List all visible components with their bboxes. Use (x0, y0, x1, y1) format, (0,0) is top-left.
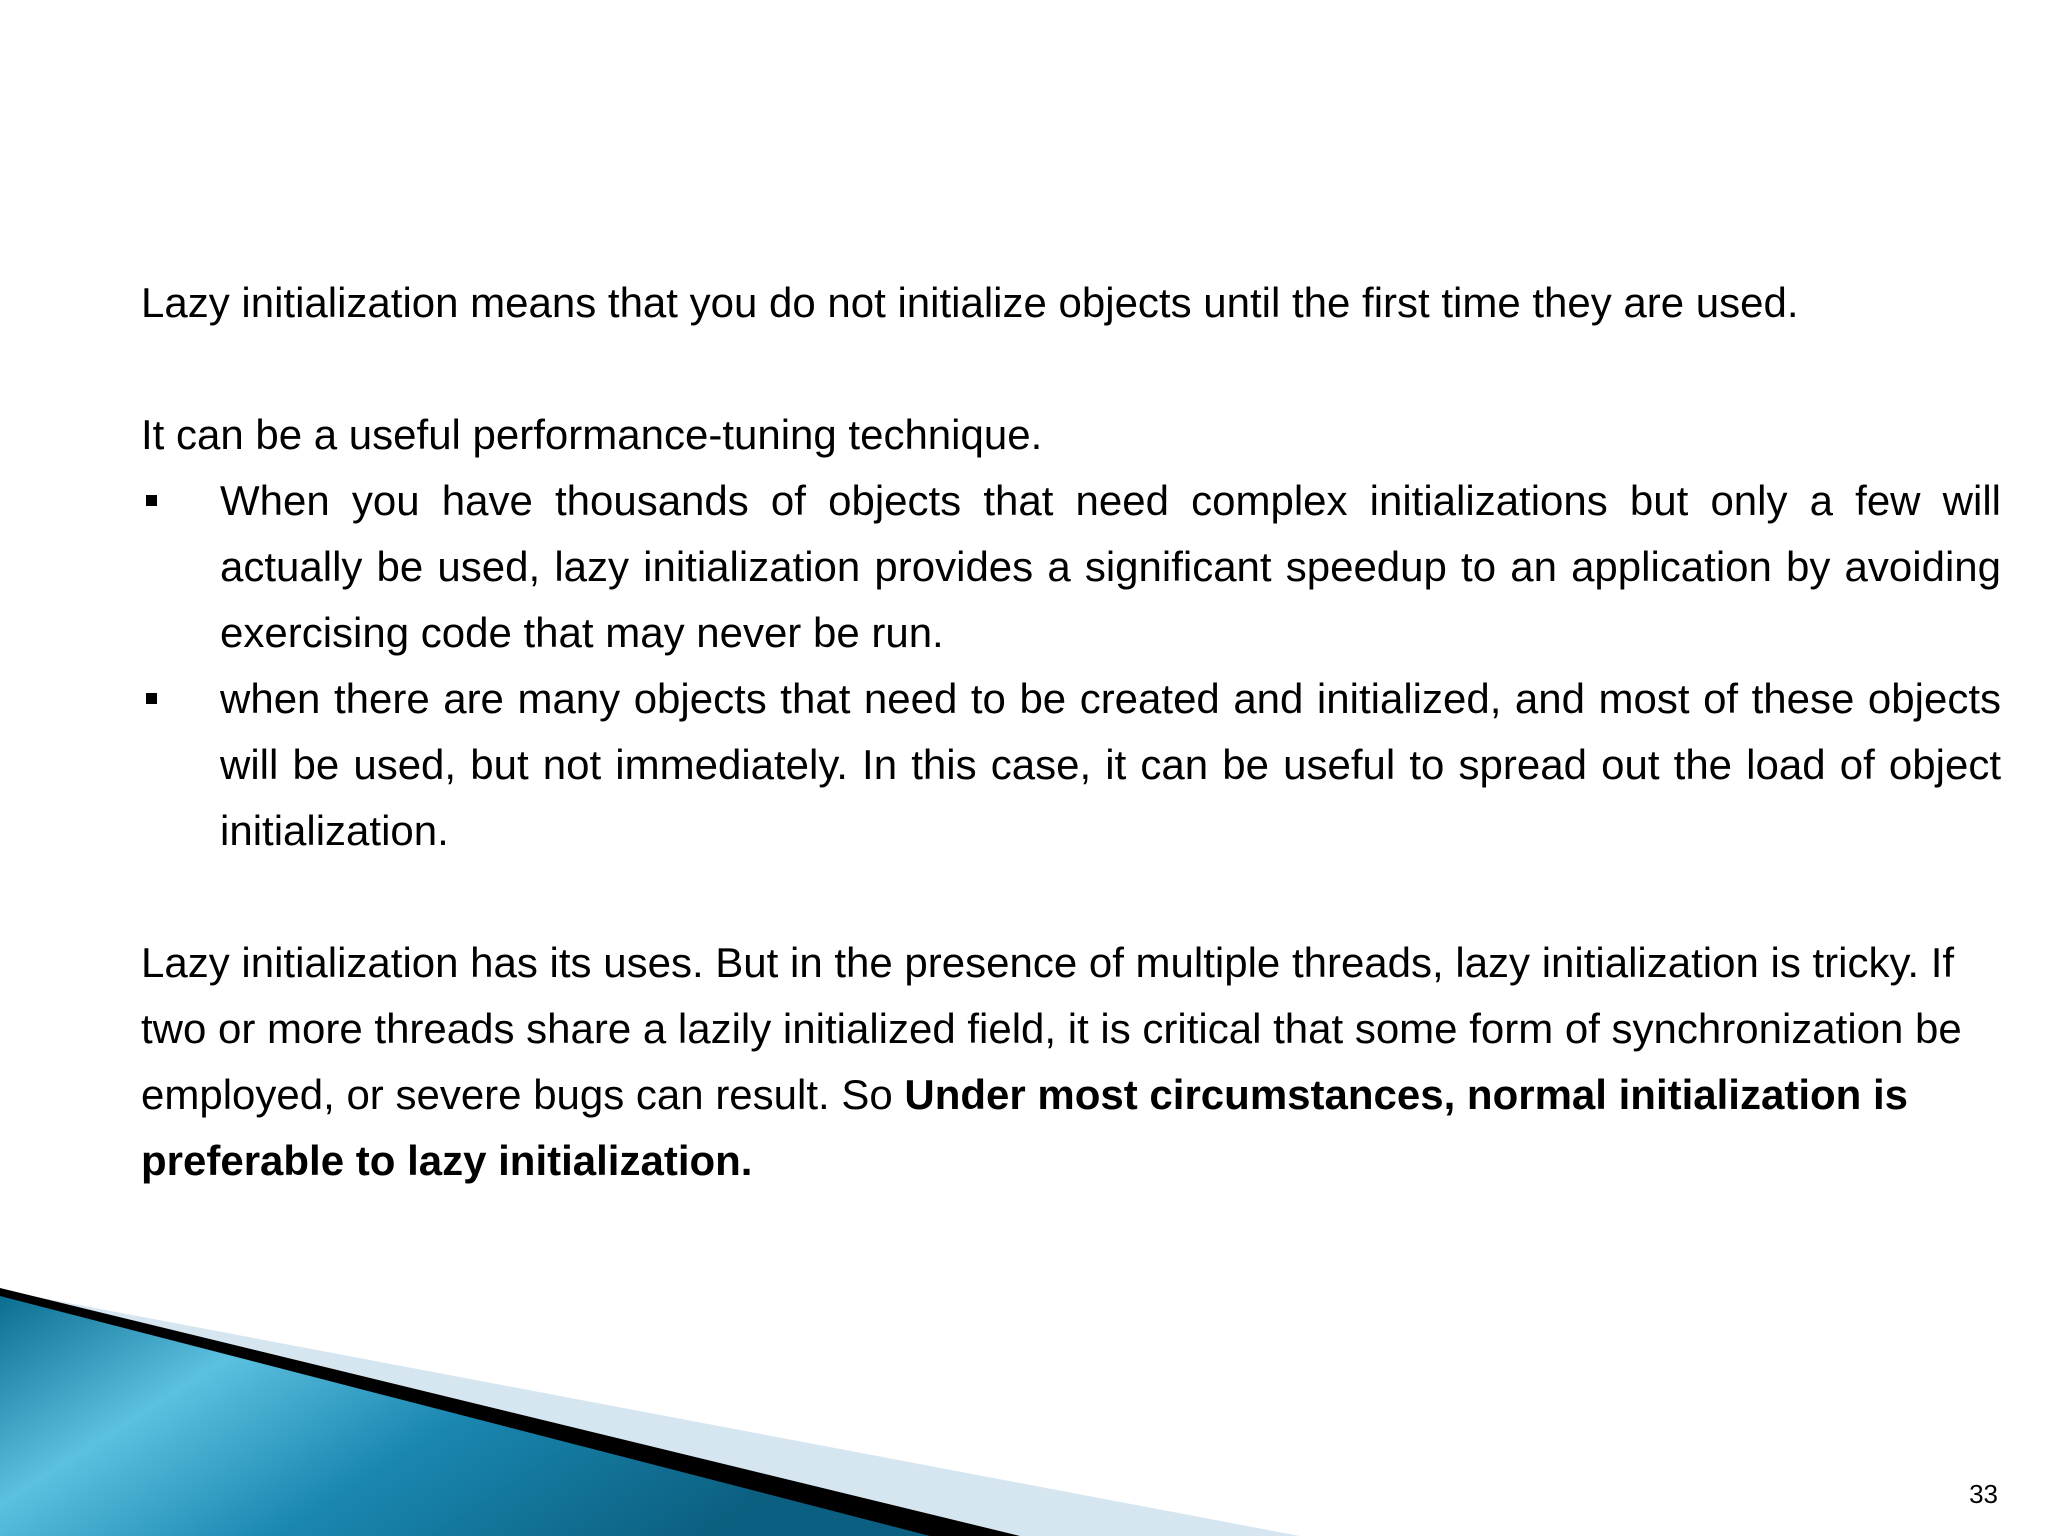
decorative-swoosh (0, 1280, 1300, 1536)
intro-text: Lazy initialization means that you do not initialize objects until the first time they are used. (141, 279, 1799, 326)
swoosh-blue-band (0, 1296, 930, 1536)
bullet-text: When you have thousands of objects that need complex initializations but only a few will actually be used, lazy initialization provides a significant speedup to an application by avoiding exercising code that may never be run. (220, 477, 2001, 656)
spacer (141, 864, 2001, 930)
slide-body (141, 270, 2001, 1194)
bullet-item (141, 666, 2001, 864)
conclusion-paragraph (141, 930, 2001, 1194)
square-bullet-icon (146, 693, 157, 704)
bullet-text: when there are many objects that need to be created and initialized, and most of these objects will be used, but not immediately. In this case, it can be useful to spread out the load of object initialization. (220, 675, 2001, 854)
spacer (141, 336, 2001, 402)
bullet-item (141, 468, 2001, 666)
conclusion-bold-text: Under most circumstances, normal initialization is preferable to lazy initialization. (141, 1071, 1908, 1184)
useful-text: It can be a useful performance-tuning technique. (141, 411, 1043, 458)
bullet-list (141, 468, 2001, 864)
conclusion-text: Lazy initialization has its uses. But in the presence of multiple threads, lazy initialization is tricky. If two or more threads share a lazily initialized field, it is critical that some form of synchronization be employed, or severe bugs can result. So (141, 939, 1962, 1118)
square-bullet-icon (146, 495, 157, 506)
page-number: 33 (1969, 1479, 1998, 1509)
